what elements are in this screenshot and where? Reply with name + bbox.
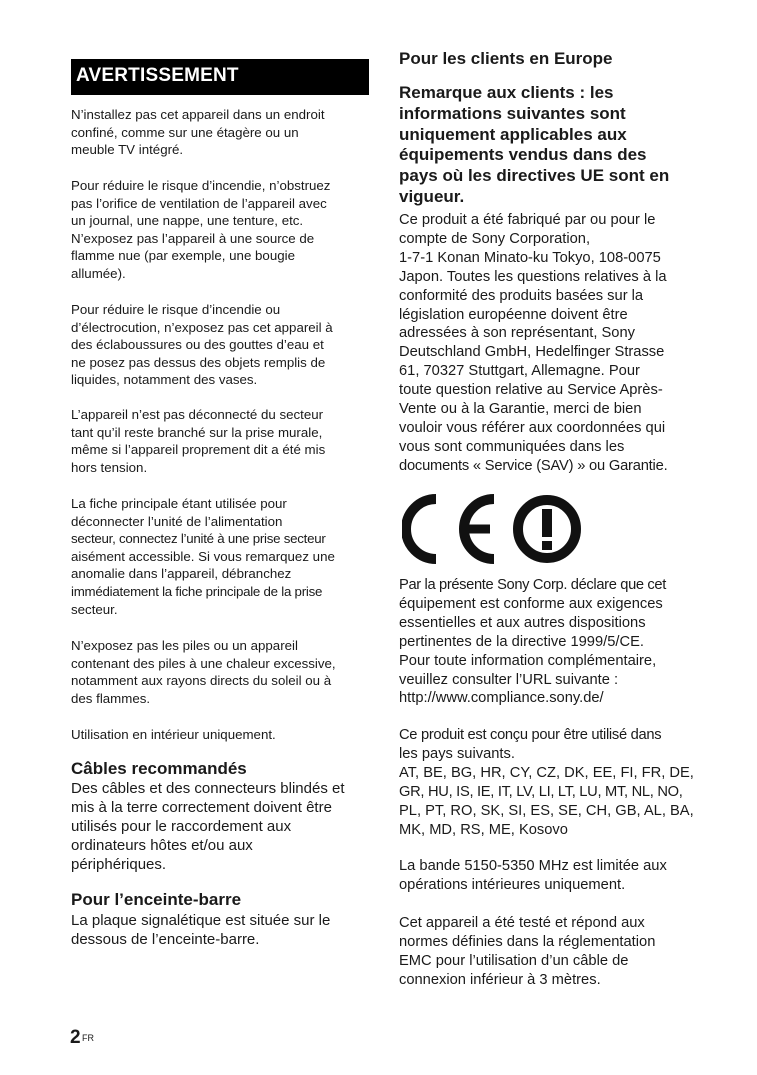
warning-paragraph-6: N’exposez pas les piles ou un appareil contenant des piles à une chaleur excessive, notamment aux rayons directs du soleil ou à des flammes. bbox=[71, 638, 336, 706]
emc-paragraph: Cet appareil a été testé et répond aux normes définies dans la réglementation EMC pour l’utilisation d’un câble de connexion inférieur à 3 mètres. bbox=[399, 915, 656, 988]
warning-paragraph-4: L’appareil n’est pas déconnecté du secteur tant qu’il reste branché sur la prise murale, même si l’appareil proprement dit a été mis hors tension. bbox=[71, 407, 326, 475]
page-language: FR bbox=[82, 1033, 94, 1043]
ce-mark-icon bbox=[406, 499, 494, 559]
warning-heading: AVERTISSEMENT bbox=[71, 59, 369, 95]
page-number: 2 bbox=[70, 1027, 81, 1048]
compliance-url: http://www.compliance.sony.de/ bbox=[399, 690, 604, 707]
warning-paragraph-7: Utilisation en intérieur uniquement. bbox=[71, 727, 276, 742]
countries-paragraph: Ce produit est conçu pour être utilisé dans les pays suivants. AT, BE, BG, HR, CY, CZ, DK, EE, FI, FR, DE, GR, HU, IS, IE, IT, LV, LI, LT, LU, MT, NL, NO, PL, PT, RO, SK, SI, ES, SE, CH, GB, AL, BA, MK, MD, RS, ME, Kosovo bbox=[399, 727, 694, 838]
cables-heading: Câbles recommandés bbox=[71, 759, 247, 778]
declaration-paragraph: Par la présente Sony Corp. déclare que cet équipement est conforme aux exigences essentielles et aux autres dispositions pertinentes de la directive 1999/5/CE. Pour toute information complémentaire, veuillez consulter l’URL suivante : http://www.compliance.sony.de/ bbox=[399, 576, 699, 708]
warning-paragraph-1: N’installez pas cet appareil dans un endroit confiné, comme sur une étagère ou un meuble TV intégré. bbox=[71, 107, 325, 158]
cables-paragraph: Des câbles et des connecteurs blindés et mis à la terre correctement doivent être utilisés pour le raccordement aux ordinateurs hôtes et/ou aux périphériques. bbox=[71, 780, 345, 873]
band-paragraph: La bande 5150-5350 MHz est limitée aux opérations intérieures uniquement. bbox=[399, 858, 667, 893]
soundbar-heading: Pour l’enceinte-barre bbox=[71, 890, 242, 909]
europe-heading: Pour les clients en Europe bbox=[399, 49, 613, 68]
warning-paragraph-2: Pour réduire le risque d’incendie, n’obstruez pas l’orifice de ventilation de l’appareil avec un journal, une nappe, une tenture, etc. N’exposez pas l’appareil à une source de flamme nue (par exemple, une bougie allumée). bbox=[71, 178, 331, 281]
eu-note-heading: Remarque aux clients : les informations suivantes sont uniquement applicables aux équipements vendus dans des pays où les directives UE sont en vigueur. bbox=[399, 83, 670, 206]
soundbar-paragraph: La plaque signalétique est située sur le dessous de l’enceinte-barre. bbox=[71, 912, 331, 948]
compliance-marks bbox=[402, 493, 587, 565]
warning-paragraph-3: Pour réduire le risque d’incendie ou d’électrocution, n’exposez pas cet appareil à des éclaboussures ou des gouttes d’eau et ne posez pas dessus des objets remplis de liquides, notamment des vases. bbox=[71, 302, 333, 388]
exclamation-circle-icon bbox=[518, 500, 576, 558]
sony-paragraph: Ce produit a été fabriqué par ou pour le compte de Sony Corporation, 1-7-1 Konan Minato-ku Tokyo, 108-0075 Japon. Toutes les questions relatives à la conformité des produits basées sur la législation européenne doivent être adressées à son représentant, Sony Deutschland GmbH, Hedelfinger Strasse 61, 70327 Stuttgart, Allemagne. Pour toute question relative au Service Après- Vente ou à la Garantie, merci de bien vouloir vous référer aux coordonnées qui vous sont communiquées dans les documents « Service (SAV) » ou Garantie. bbox=[399, 212, 668, 474]
warning-paragraph-5: La fiche principale étant utilisée pour déconnecter l’unité de l’alimentation secteur, connectez l’unité à une prise secteur aisément accessible. Si vous remarquez une anomalie dans l’appareil, débranchez immédiatement la fiche principale de la prise secteur. bbox=[71, 496, 335, 617]
